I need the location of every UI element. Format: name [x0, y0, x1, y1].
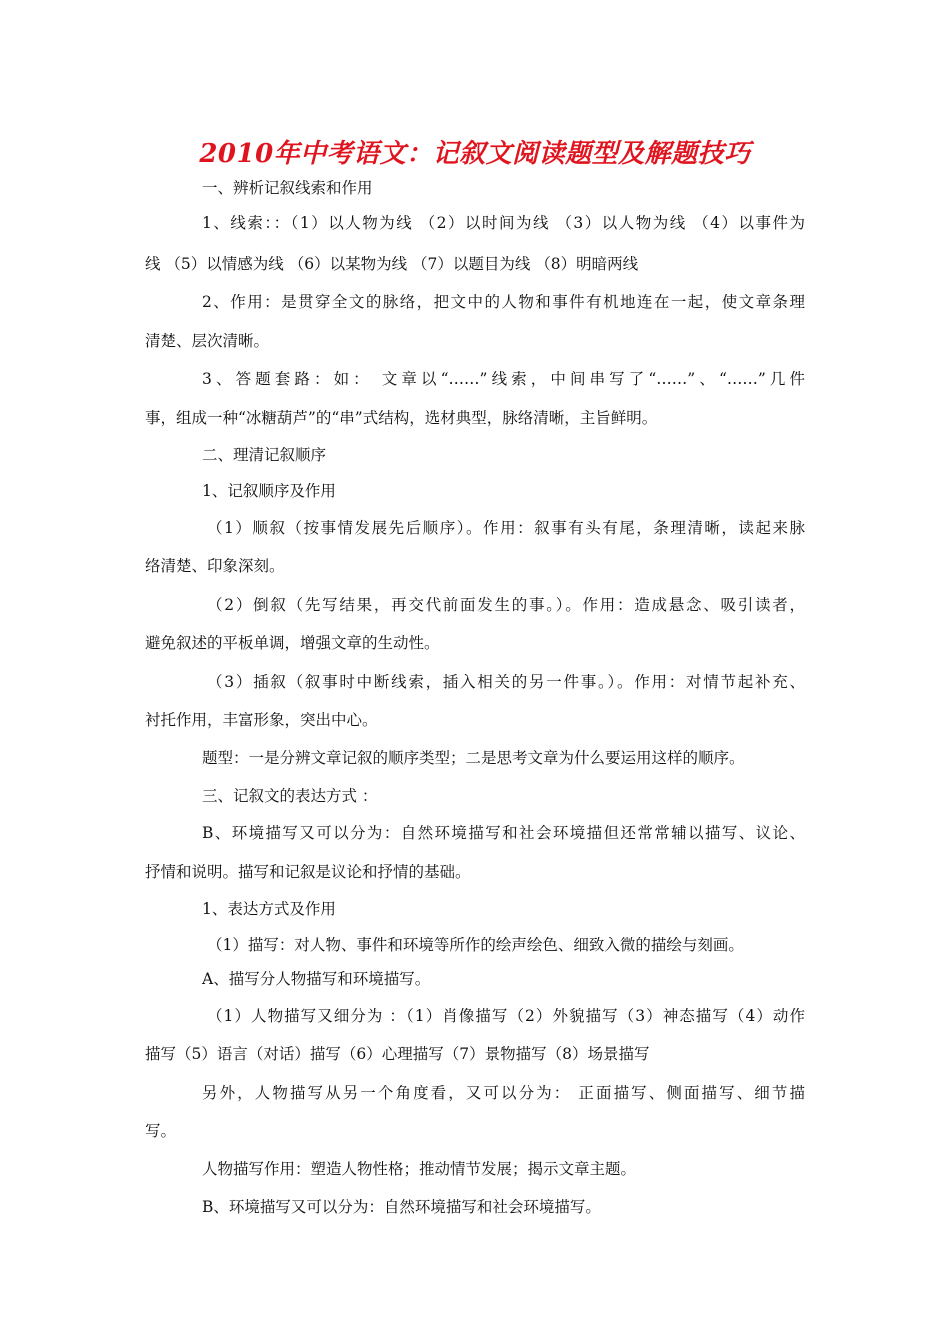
paragraph-line: 描写（5）语言（对话）描写（6）心理描写（7）景物描写（8）场景描写 [145, 1045, 650, 1063]
paragraph-line: 3、答题套路：如： 文章以“……”线索，中间串写了“……”、“……”几件 [202, 370, 805, 388]
paragraph-line: 1、线索：：（1）以人物为线 （2）以时间为线 （3）以人物为线 （4）以事件为 [202, 214, 805, 232]
paragraph-line: 避免叙述的平板单调，增强文章的生动性。 [145, 634, 440, 652]
paragraph-line: 2、作用：是贯穿全文的脉络，把文中的人物和事件有机地连在一起，使文章条理 [202, 293, 805, 311]
paragraph-line: （1）顺叙（按事情发展先后顺序）。作用：叙事有头有尾，条理清晰，读起来脉 [207, 519, 805, 537]
paragraph-line: （2）倒叙（先写结果，再交代前面发生的事。）。作用：造成悬念、吸引读者， [207, 596, 805, 614]
paragraph-line: （1）人物描写又细分为 ：（1）肖像描写（2）外貌描写（3）神态描写（4）动作 [207, 1007, 805, 1025]
section-heading-1: 一、辨析记叙线索和作用 [202, 179, 373, 197]
paragraph-line: 1、记叙顺序及作用 [202, 482, 336, 500]
section-heading-3: 三、记叙文的表达方式 ： [202, 787, 378, 805]
paragraph-line: 1、表达方式及作用 [202, 900, 336, 918]
paragraph-line: 另外，人物描写从另一个角度看，又可以分为： 正面描写、侧面描写、细节描 [202, 1084, 805, 1102]
paragraph-line: 清楚、层次清晰。 [145, 332, 270, 350]
paragraph-line: 络清楚、印象深刻。 [145, 557, 285, 575]
paragraph-line: 抒情和说明。描写和记叙是议论和抒情的基础。 [145, 863, 471, 881]
paragraph-line: 人物描写作用：塑造人物性格；推动情节发展；揭示文章主题。 [202, 1160, 637, 1178]
paragraph-line: 写。 [145, 1122, 177, 1140]
paragraph-line: 题型：一是分辨文章记叙的顺序类型；二是思考文章为什么要运用这样的顺序。 [202, 749, 745, 767]
paragraph-line: A、描写分人物描写和环境描写。 [202, 970, 431, 988]
paragraph-line: B、环境描写又可以分为：自然环境描写和社会环境描但还常常辅以描写、议论、 [202, 824, 805, 842]
paragraph-line: B、环境描写又可以分为：自然环境描写和社会环境描写。 [202, 1198, 601, 1216]
paragraph-line: 事，组成一种“冰糖葫芦”的“串”式结构，选材典型，脉络清晰，主旨鲜明。 [145, 409, 658, 427]
paragraph-line: （1）描写：对人物、事件和环境等所作的绘声绘色、细致入微的描绘与刻画。 [207, 936, 744, 954]
section-heading-2: 二、理清记叙顺序 [202, 446, 327, 464]
paragraph-line: 衬托作用，丰富形象，突出中心。 [145, 711, 378, 729]
paragraph-line: （3）插叙（叙事时中断线索，插入相关的另一件事。）。作用：对情节起补充、 [207, 673, 805, 691]
document-title: 2010年中考语文：记叙文阅读题型及解题技巧 [199, 139, 751, 169]
paragraph-line: 线 （5）以情感为线 （6）以某物为线 （7）以题目为线 （8）明暗两线 [145, 255, 639, 273]
